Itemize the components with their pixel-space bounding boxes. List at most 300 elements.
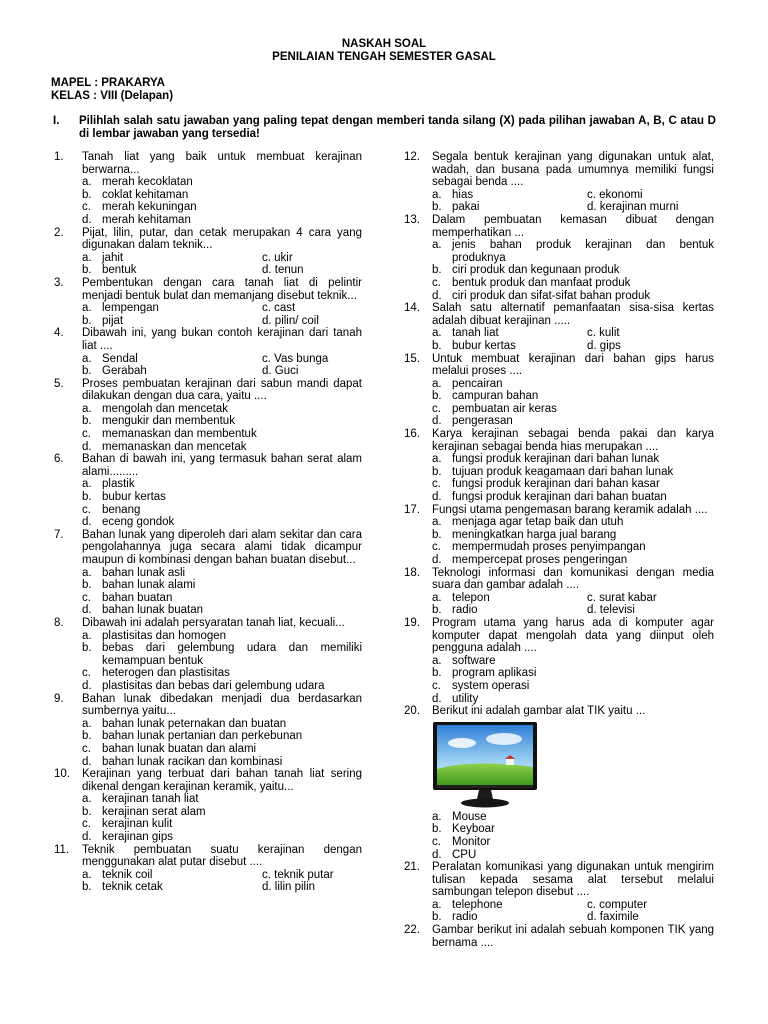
option-letter: d.: [82, 679, 92, 692]
question-item: [54, 844, 362, 894]
answer-option: [587, 911, 639, 924]
answer-option: [432, 811, 714, 824]
answer-option: [82, 579, 362, 592]
option-text: heterogen dan plastisitas: [102, 667, 230, 680]
answer-option: [82, 504, 362, 517]
answer-option: [432, 836, 714, 849]
answer-option: [432, 327, 499, 340]
question-number: 12.: [404, 151, 420, 163]
option-letter: b.: [82, 491, 92, 504]
question-text: Dibawah ini adalah persyaratan tanah liat, kecuali...: [82, 616, 345, 629]
answer-option-row: [82, 302, 362, 315]
answer-option: [432, 478, 714, 491]
answer-option: [432, 667, 714, 680]
option-text: mempermudah proses penyimpangan: [452, 541, 646, 554]
question-number: 13.: [404, 213, 420, 226]
answer-option: [262, 252, 293, 265]
option-letter: b.: [82, 188, 92, 201]
answer-option: [82, 718, 362, 731]
answer-option: [262, 365, 298, 378]
option-text: kerajinan serat alam: [102, 805, 206, 818]
option-letter: a.: [432, 453, 442, 466]
option-letter: a.: [82, 478, 92, 491]
question-text: Bahan di bawah ini, yang termasuk bahan serat alam alami.........: [82, 453, 362, 478]
question-item: [54, 453, 362, 529]
monitor-image: [432, 721, 538, 809]
option-letter: c.: [587, 327, 600, 340]
question-number: 11.: [54, 843, 70, 856]
answer-option-row: [82, 365, 362, 378]
option-text: lempengan: [102, 302, 159, 315]
option-text: telephone: [452, 898, 503, 911]
option-text: software: [452, 654, 496, 667]
answer-option: [432, 554, 714, 567]
option-text: kerajinan tanah liat: [102, 793, 199, 806]
answer-option: [432, 516, 714, 529]
option-text: mempercepat proses pengeringan: [452, 554, 628, 566]
option-text: pakai: [452, 201, 480, 214]
option-text: plastisitas dan homogen: [102, 629, 227, 642]
option-text: merah kehitaman: [102, 213, 191, 226]
option-letter: a.: [82, 302, 92, 315]
option-text: kulit: [599, 327, 620, 340]
option-text: mengolah dan mencetak: [102, 402, 228, 415]
option-letter: a.: [432, 810, 442, 823]
question-text: Bahan lunak dibedakan menjadi dua berdasarkan sumbernya yaitu...: [82, 692, 362, 718]
answer-option: [82, 365, 147, 378]
option-letter: d.: [432, 491, 442, 504]
section-number: I.: [53, 115, 60, 127]
question-text: Segala bentuk kerajinan yang digunakan untuk alat, wadah, dan busana pada umumnya memiliki fungsi sebagai benda ....: [432, 151, 714, 189]
question-text: Dalam pembuatan kemasan dibuat dengan memperhatikan ...: [432, 213, 714, 239]
option-letter: d.: [82, 516, 92, 529]
answer-option: [262, 264, 304, 277]
option-text: eceng gondok: [102, 516, 175, 529]
option-text: teknik coil: [102, 868, 153, 881]
answer-option: [432, 403, 714, 416]
option-text: gips: [599, 339, 621, 352]
answer-option: [82, 428, 362, 441]
option-text: bahan lunak peternakan dan buatan: [102, 717, 287, 730]
option-letter: c.: [432, 402, 441, 415]
answer-option: [432, 239, 714, 264]
option-letter: d.: [432, 692, 442, 705]
option-letter: b.: [82, 805, 92, 818]
option-letter: a.: [82, 793, 92, 806]
option-letter: d.: [587, 201, 600, 214]
question-text: Untuk membuat kerajinan dari bahan gips harus melalui proses ....: [432, 352, 714, 378]
option-text: lilin pilin: [274, 881, 316, 894]
answer-option: [432, 277, 714, 290]
class-label: KELAS : VIII (Delapan): [51, 90, 174, 102]
option-text: computer: [599, 898, 648, 911]
option-text: pengerasan: [452, 415, 513, 428]
answer-option: [432, 655, 714, 668]
option-text: pembuatan air keras: [452, 402, 557, 415]
answer-option: [82, 793, 362, 806]
option-letter: b.: [82, 642, 92, 655]
answer-option: [82, 264, 137, 277]
question-text: Berikut ini adalah gambar alat TIK yaitu ...: [432, 705, 646, 718]
question-number: 18.: [404, 566, 420, 579]
question-item: [404, 428, 714, 504]
question-item: [404, 302, 714, 352]
option-text: surat kabar: [599, 591, 657, 604]
question-item: [54, 327, 362, 377]
option-letter: b.: [82, 730, 92, 743]
answer-option: [82, 403, 362, 416]
answer-option: [82, 491, 362, 504]
question-number: 7.: [54, 528, 64, 541]
option-text: system operasi: [452, 679, 530, 692]
question-text: Pijat, lilin, putar, dan cetak merupakan 4 cara yang digunakan dalam teknik...: [82, 226, 362, 252]
answer-option-row: [432, 340, 714, 353]
answer-option: [82, 415, 362, 428]
answer-option: [82, 730, 362, 743]
question-number: 21.: [404, 861, 420, 874]
option-text: mengukir dan membentuk: [102, 415, 235, 428]
answer-option: [432, 604, 478, 617]
option-text: Keyboar: [452, 823, 495, 836]
option-text: radio: [452, 604, 478, 617]
option-letter: b.: [82, 264, 92, 277]
option-text: memanaskan dan membentuk: [102, 428, 257, 441]
option-text: Monitor: [452, 835, 491, 848]
answer-option: [262, 315, 319, 328]
option-text: bahan lunak buatan dan alami: [102, 742, 257, 755]
option-text: bubur kertas: [452, 339, 516, 352]
option-letter: c.: [432, 541, 441, 554]
answer-option: [262, 881, 315, 894]
question-item: [404, 924, 714, 949]
question-item: [404, 567, 714, 617]
option-letter: d.: [82, 604, 92, 617]
option-text: benang: [102, 503, 141, 516]
answer-option: [82, 353, 138, 366]
answer-option: [432, 264, 714, 277]
answer-option: [82, 869, 153, 882]
subject-label: MAPEL : PRAKARYA: [51, 77, 165, 89]
question-text: Proses pembuatan kerajinan dari sabun mandi dapat dilakukan dengan dua cara, yaitu ....: [82, 377, 362, 403]
option-text: ukir: [274, 251, 293, 264]
answer-option: [82, 680, 362, 693]
answer-option: [82, 756, 362, 769]
question-number: 3.: [54, 276, 64, 289]
answer-option: [432, 899, 503, 912]
option-letter: d.: [432, 848, 442, 861]
option-letter: a.: [432, 898, 442, 911]
option-text: fungsi produk kerajinan dari bahan buatan: [452, 491, 667, 504]
answer-option: [432, 390, 714, 403]
option-letter: c.: [82, 667, 91, 680]
option-text: plastisitas dan bebas dari gelembung udara: [102, 679, 325, 692]
option-text: bentuk produk dan manfaat produk: [452, 276, 631, 289]
answer-option: [82, 441, 362, 454]
option-text: bahan lunak racikan dan kombinasi: [102, 755, 283, 768]
answer-option: [82, 818, 362, 831]
option-letter: a.: [432, 591, 442, 604]
option-letter: b.: [432, 465, 442, 478]
option-text: bahan lunak buatan: [102, 604, 204, 617]
question-item: [54, 151, 362, 227]
option-text: radio: [452, 911, 478, 924]
question-number: 9.: [54, 692, 64, 705]
option-letter: b.: [432, 390, 442, 403]
option-letter: c.: [262, 302, 275, 315]
option-text: Vas bunga: [274, 352, 329, 365]
answer-option: [82, 630, 362, 643]
option-text: cast: [274, 302, 296, 315]
option-letter: a.: [82, 566, 92, 579]
option-letter: c.: [432, 276, 441, 289]
option-letter: c.: [82, 503, 91, 516]
document-header: [0, 38, 768, 64]
option-text: televisi: [599, 604, 635, 617]
option-text: telepon: [452, 591, 490, 604]
option-letter: b.: [432, 911, 442, 924]
option-letter: d.: [262, 314, 275, 327]
option-letter: a.: [82, 868, 92, 881]
option-text: faximile: [599, 911, 639, 924]
option-text: merah kekuningan: [102, 201, 197, 214]
answer-option: [432, 823, 714, 836]
option-letter: d.: [587, 339, 600, 352]
answer-option-row: [432, 201, 714, 214]
option-text: hias: [452, 188, 474, 201]
answer-option: [432, 453, 714, 466]
answer-option: [82, 478, 362, 491]
option-text: tenun: [274, 264, 304, 277]
question-number: 5.: [54, 377, 64, 390]
answer-option: [262, 302, 295, 315]
option-letter: d.: [82, 755, 92, 768]
option-letter: a.: [82, 717, 92, 730]
instruction: [51, 115, 716, 141]
option-letter: b.: [432, 339, 442, 352]
option-text: Mouse: [452, 810, 487, 823]
question-item: [54, 227, 362, 277]
question-item: [404, 214, 714, 302]
option-text: bahan lunak asli: [102, 566, 186, 579]
option-text: merah kecoklatan: [102, 176, 193, 189]
question-number: 19.: [404, 616, 420, 629]
answer-option-row: [82, 881, 362, 894]
answer-option: [432, 541, 714, 554]
answer-option: [432, 911, 478, 924]
question-number: 15.: [404, 352, 420, 365]
option-text: Guci: [274, 365, 299, 378]
option-letter: c.: [587, 188, 600, 201]
answer-option: [432, 378, 714, 391]
option-letter: a.: [82, 251, 92, 264]
question-number: 4.: [54, 327, 64, 340]
answer-option-row: [432, 911, 714, 924]
question-text: Gambar berikut ini adalah sebuah komponen TIK yang bernama ....: [432, 924, 714, 949]
answer-option: [432, 529, 714, 542]
answer-option-row: [82, 869, 362, 882]
question-text: Peralatan komunikasi yang digunakan untuk mengirim tulisan kepada sesama alat tersebut melalui sambungan telepon disebut ....: [432, 861, 714, 899]
option-text: ciri produk dan sifat-sifat bahan produk: [452, 289, 651, 302]
option-letter: d.: [262, 881, 275, 894]
option-text: bahan lunak pertanian dan perkebunan: [102, 730, 303, 743]
option-letter: c.: [82, 591, 91, 604]
option-letter: b.: [432, 823, 442, 836]
answer-option: [82, 189, 362, 202]
option-text: ekonomi: [599, 188, 643, 201]
option-letter: d.: [432, 415, 442, 428]
option-letter: c.: [432, 679, 441, 692]
option-letter: b.: [432, 201, 442, 214]
option-letter: d.: [262, 365, 275, 378]
answer-option-row: [432, 899, 714, 912]
answer-option: [82, 604, 362, 617]
option-letter: a.: [432, 516, 442, 529]
option-letter: a.: [432, 239, 442, 252]
option-text: Gerabah: [102, 365, 147, 378]
answer-option: [82, 831, 362, 844]
answer-option: [587, 327, 620, 340]
option-letter: d.: [587, 911, 600, 924]
answer-option: [587, 604, 635, 617]
question-text: Bahan lunak yang diperoleh dari alam sekitar dan cara pengolahannya juga secara alami tidak dicampur maupun di kombinasi dengan bahan buatan disebut...: [82, 528, 362, 566]
option-letter: c.: [82, 742, 91, 755]
option-text: bahan lunak alami: [102, 579, 196, 592]
question-item: [404, 861, 714, 924]
answer-option: [432, 290, 714, 303]
answer-option: [82, 302, 159, 315]
question-item: [404, 151, 714, 214]
question-item: [404, 504, 714, 567]
option-letter: c.: [432, 478, 441, 491]
question-item: [404, 705, 714, 861]
option-letter: c.: [262, 352, 275, 365]
answer-option: [432, 491, 714, 504]
answer-option-row: [432, 592, 714, 605]
option-letter: a.: [82, 176, 92, 189]
answer-option: [262, 869, 334, 882]
option-text: jenis bahan produk kerajinan dan bentuk produknya: [452, 239, 714, 264]
option-text: plastik: [102, 478, 135, 491]
option-text: Sendal: [102, 352, 138, 365]
option-letter: c.: [82, 818, 91, 831]
question-text: Salah satu alternatif pemanfaatan sisa-sisa kertas adalah dibuat kerajinan .....: [432, 302, 714, 327]
question-item: [54, 693, 362, 769]
question-number: 20.: [404, 705, 420, 718]
option-letter: b.: [432, 604, 442, 617]
option-text: tujuan produk keagamaan dari bahan lunak: [452, 465, 674, 478]
option-letter: c.: [82, 428, 91, 441]
answer-option: [82, 176, 362, 189]
option-letter: a.: [432, 377, 442, 390]
question-item: [54, 277, 362, 327]
question-text: Karya kerajinan sebagai benda pakai dan karya kerajinan sebagai benda hias merupakan ....: [432, 428, 714, 453]
option-text: memanaskan dan mencetak: [102, 440, 247, 453]
question-text: Fungsi utama pengemasan barang keramik adalah ....: [432, 503, 708, 516]
answer-option: [82, 201, 362, 214]
left-question-column: [54, 151, 362, 894]
question-text: Tanah liat yang baik untuk membuat kerajinan berwarna...: [82, 151, 362, 176]
question-item: [54, 768, 362, 844]
question-number: 2.: [54, 226, 64, 239]
answer-option: [82, 642, 362, 667]
option-letter: a.: [432, 188, 442, 201]
option-letter: a.: [82, 402, 92, 415]
answer-option: [82, 567, 362, 580]
option-letter: d.: [82, 213, 92, 226]
answer-option-row: [82, 353, 362, 366]
answer-option: [82, 214, 362, 227]
option-letter: c.: [82, 201, 91, 214]
option-text: coklat kehitaman: [102, 188, 189, 201]
option-text: fungsi produk kerajinan dari bahan lunak: [452, 453, 660, 466]
answer-option: [587, 899, 647, 912]
question-text: Program utama yang harus ada di komputer agar komputer dapat mengolah data yang diinput oleh pengguna adalah ....: [432, 616, 714, 655]
answer-option: [432, 466, 714, 479]
answer-option: [82, 881, 163, 894]
answer-option: [82, 516, 362, 529]
monitor-figure: [432, 721, 538, 809]
option-letter: b.: [82, 415, 92, 428]
option-letter: c.: [432, 835, 441, 848]
answer-option: [432, 340, 516, 353]
option-text: campuran bahan: [452, 390, 539, 403]
question-text: Kerajinan yang terbuat dari bahan tanah liat sering dikenal dengan kerajinan keramik, yaitu...: [82, 768, 362, 793]
option-letter: d.: [432, 289, 442, 302]
question-number: 17.: [404, 503, 420, 516]
answer-option: [587, 189, 643, 202]
answer-option-row: [82, 252, 362, 265]
answer-option-row: [432, 189, 714, 202]
answer-option: [432, 693, 714, 706]
option-text: bentuk: [102, 264, 137, 277]
option-text: pencairan: [452, 377, 503, 390]
answer-option: [82, 592, 362, 605]
option-letter: a.: [432, 327, 442, 340]
question-text: Teknologi informasi dan komunikasi dengan media suara dan gambar adalah ....: [432, 566, 714, 592]
question-number: 1.: [54, 151, 64, 163]
option-text: kerajinan kulit: [102, 818, 173, 831]
option-text: meningkatkan harga jual barang: [452, 528, 617, 541]
option-letter: b.: [82, 314, 92, 327]
option-text: tanah liat: [452, 327, 499, 340]
answer-option: [587, 592, 657, 605]
answer-option-row: [82, 315, 362, 328]
option-letter: b.: [82, 881, 92, 894]
option-letter: c.: [262, 251, 275, 264]
option-letter: b.: [432, 667, 442, 680]
option-letter: a.: [82, 629, 92, 642]
option-text: program aplikasi: [452, 667, 537, 680]
option-text: teknik cetak: [102, 881, 163, 894]
answer-option: [82, 806, 362, 819]
option-text: pijat: [102, 314, 124, 327]
option-text: CPU: [452, 848, 477, 861]
option-text: bahan buatan: [102, 591, 173, 604]
document-subtitle: PENILAIAN TENGAH SEMESTER GASAL: [272, 51, 496, 63]
question-number: 6.: [54, 453, 64, 466]
question-item: [54, 617, 362, 693]
question-number: 8.: [54, 616, 64, 629]
option-letter: b.: [432, 264, 442, 277]
option-text: kerajinan murni: [599, 201, 679, 214]
instruction-text: Pilihlah salah satu jawaban yang paling tepat dengan memberi tanda silang (X) pada pilihan jawaban A, B, C atau D di lembar jawaban yang tersedia!: [79, 115, 716, 140]
option-letter: d.: [432, 554, 442, 566]
document-title: NASKAH SOAL: [341, 38, 427, 50]
answer-option: [82, 667, 362, 680]
question-number: 22.: [404, 924, 420, 937]
option-text: bebas dari gelembung udara dan memiliki kemampuan bentuk: [102, 642, 362, 667]
option-letter: d.: [82, 440, 92, 453]
